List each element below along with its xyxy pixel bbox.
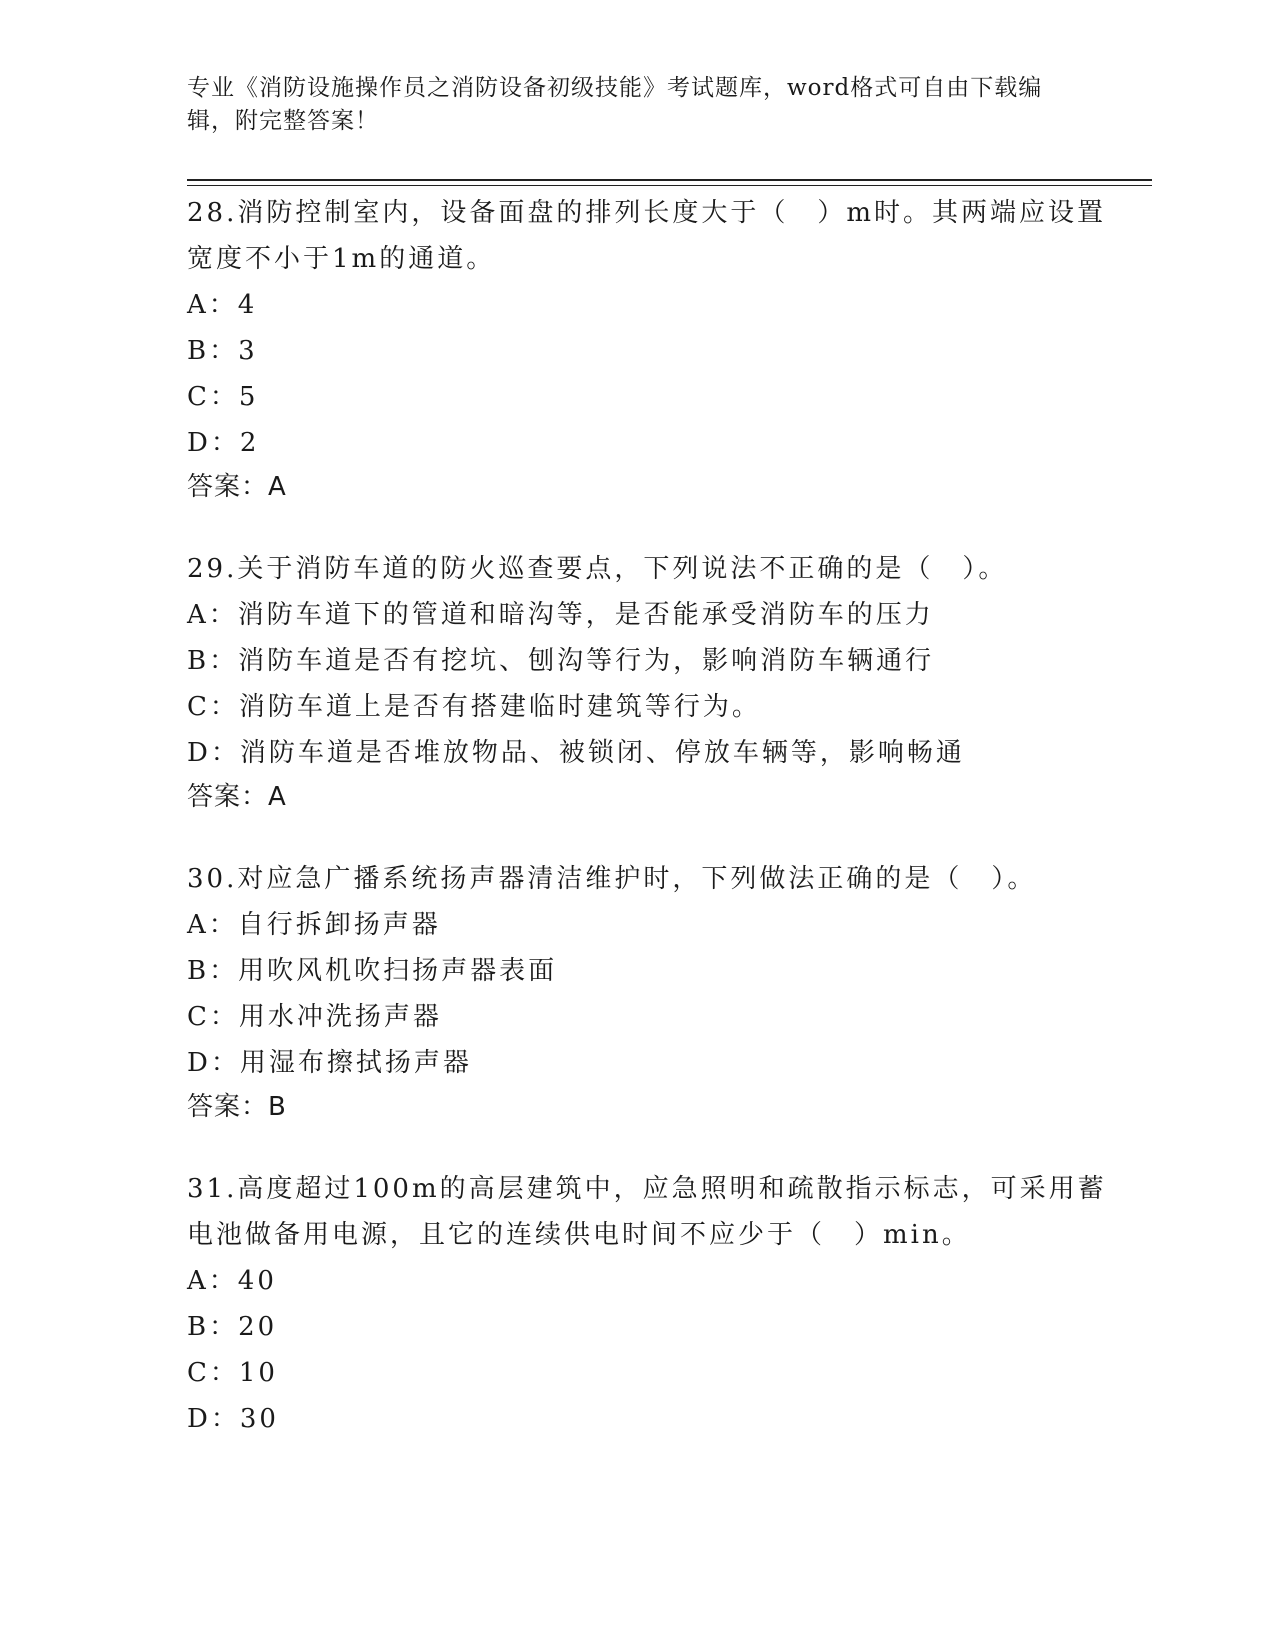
- question-list: [187, 190, 1107, 1480]
- answer: 答案：B: [187, 1092, 287, 1122]
- option-d: D：30: [187, 1404, 279, 1434]
- question-29: [187, 546, 1107, 818]
- option-a: A：自行拆卸扬声器: [187, 910, 441, 940]
- option-c: C：消防车道上是否有搭建临时建筑等行为。: [187, 692, 761, 722]
- option-c: C：10: [187, 1358, 278, 1388]
- option-a: A：消防车道下的管道和暗沟等，是否能承受消防车的压力: [187, 600, 934, 630]
- question-28: [187, 190, 1107, 508]
- answer: 答案：A: [187, 782, 287, 812]
- option-d: D：用湿布擦拭扬声器: [187, 1048, 472, 1078]
- question-stem: 28.消防控制室内，设备面盘的排列长度大于（ ）m时。其两端应设置宽度不小于1m的通道。: [187, 198, 1107, 274]
- question-stem: 31.高度超过100m的高层建筑中，应急照明和疏散指示标志，可采用蓄电池做备用电源，且它的连续供电时间不应少于（ ）min。: [187, 1174, 1107, 1250]
- document-header: 专业《消防设施操作员之消防设备初级技能》考试题库，word格式可自由下载编辑，附完整答案！: [187, 75, 1043, 134]
- option-a: A：40: [187, 1266, 277, 1296]
- question-30: [187, 856, 1107, 1128]
- option-b: B：3: [187, 336, 258, 366]
- question-31: [187, 1166, 1107, 1442]
- header-rule-thick: [187, 179, 1152, 181]
- option-b: B：消防车道是否有挖坑、刨沟等行为，影响消防车辆通行: [187, 646, 935, 676]
- answer: 答案：A: [187, 472, 287, 502]
- option-d: D：消防车道是否堆放物品、被锁闭、停放车辆等，影响畅通: [187, 738, 965, 768]
- question-stem: 30.对应急广播系统扬声器清洁维护时，下列做法正确的是（ ）。: [187, 864, 1037, 894]
- option-c: C：5: [187, 382, 259, 412]
- question-stem: 29.关于消防车道的防火巡查要点，下列说法不正确的是（ ）。: [187, 554, 1008, 584]
- option-c: C：用水冲洗扬声器: [187, 1002, 442, 1032]
- option-b: B：用吹风机吹扫扬声器表面: [187, 956, 558, 986]
- option-d: D：2: [187, 428, 260, 458]
- option-b: B：20: [187, 1312, 278, 1342]
- header-rule-thin: [187, 185, 1152, 186]
- option-a: A：4: [187, 290, 258, 320]
